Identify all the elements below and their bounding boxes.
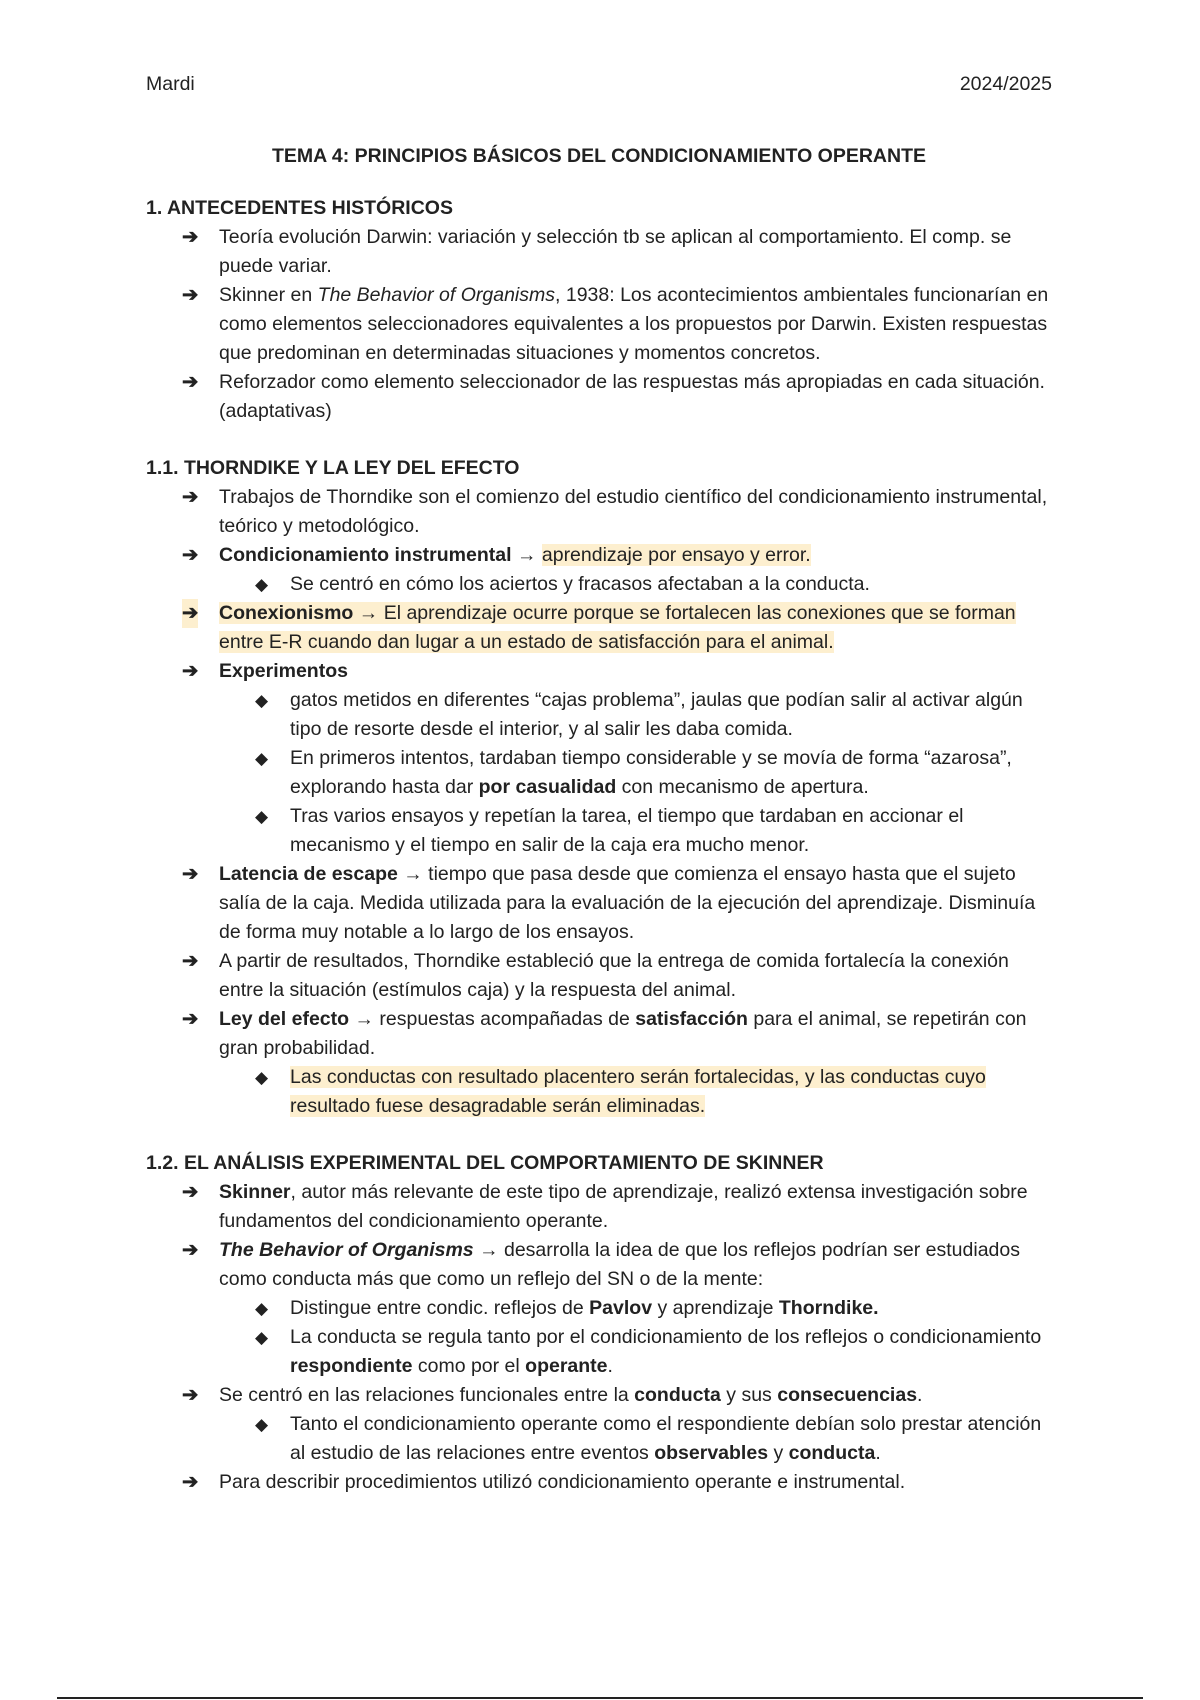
list-item: ➔ The Behavior of Organisms → desarrolla la idea de que los reflejos podrían ser estudiados como conducta más que como un reflejo del SN o de la mente: ◆ Distingue entre condic. reflejos de Pavlov y aprendizaje Thorndike. ◆ La conducta se regula tanto por el condicionamiento de los reflejos o condicionamiento respondiente como por el operante. — [146, 1236, 1052, 1381]
arrow-bullet-icon: ➔ — [182, 1181, 199, 1203]
list-item: ➔ Trabajos de Thorndike son el comienzo del estudio científico del condicionamiento instrumental, teórico y metodológico. — [146, 483, 1052, 541]
list-item: ➔ A partir de resultados, Thorndike estableció que la entrega de comida fortalecía la conexión entre la situación (estímulos caja) y la respuesta del animal. — [146, 947, 1052, 1005]
arrow-bullet-icon: ➔ — [182, 1008, 199, 1030]
arrow-bullet-icon: ➔ — [182, 486, 199, 508]
page-header — [146, 70, 1052, 98]
bottom-divider — [57, 1697, 1143, 1699]
list-item: ➔ Se centró en las relaciones funcionales entre la conducta y sus consecuencias. ◆ Tanto el condicionamiento operante como el respondiente debían solo prestar atención al estudio de las relaciones entre eventos observables y conducta. — [146, 1381, 1052, 1468]
arrow-bullet-icon: ➔ — [182, 226, 199, 248]
highlighted-text: Conexionismo → El aprendizaje ocurre porque se fortalecen las conexiones que se forman entre E-R cuando dan lugar a un estado de satisfacción para el animal. — [219, 602, 1016, 653]
highlighted-text: Las conductas con resultado placentero serán fortalecidas, y las conductas cuyo resultado fuese desagradable serán eliminadas. — [290, 1066, 986, 1117]
header-day: Mardi — [146, 73, 195, 95]
arrow-bullet-icon: ➔ — [182, 660, 199, 682]
arrow-bullet-icon: ➔ — [182, 544, 199, 566]
bullet-list — [146, 1178, 1052, 1497]
arrow-bullet-icon: ➔ — [182, 863, 199, 885]
list-item: ◆ Tras varios ensayos y repetían la tarea, el tiempo que tardaban en accionar el mecanismo y el tiempo en salir de la caja era mucho menor. — [218, 802, 1052, 860]
section-heading: 1.2. EL ANÁLISIS EXPERIMENTAL DEL COMPORTAMIENTO DE SKINNER — [146, 1152, 824, 1174]
sub-bullet-list — [219, 1294, 1052, 1381]
list-item: ➔ Reforzador como elemento seleccionador de las respuestas más apropiadas en cada situación. (adaptativas) — [146, 368, 1052, 426]
sub-bullet-list — [219, 1410, 1052, 1468]
diamond-bullet-icon: ◆ — [255, 749, 269, 768]
diamond-bullet-icon: ◆ — [255, 1299, 269, 1318]
list-item: ➔ Ley del efecto → respuestas acompañadas de satisfacción para el animal, se repetirán con gran probabilidad. ◆ Las conductas con resultado placentero serán fortalecidas, y las conductas cuyo resultado fuese desagradable serán eliminadas. — [146, 1005, 1052, 1121]
diamond-bullet-icon: ◆ — [255, 1328, 269, 1347]
arrow-bullet-icon: ➔ — [182, 1471, 199, 1493]
diamond-bullet-icon: ◆ — [255, 1068, 269, 1087]
list-item: ◆ La conducta se regula tanto por el condicionamiento de los reflejos o condicionamiento respondiente como por el operante. — [218, 1323, 1052, 1381]
list-item: ➔ Para describir procedimientos utilizó condicionamiento operante e instrumental. — [146, 1468, 1052, 1497]
header-year: 2024/2025 — [959, 73, 1052, 95]
list-item — [146, 599, 1052, 657]
list-item — [218, 1063, 1052, 1121]
diamond-bullet-icon: ◆ — [255, 575, 269, 594]
list-item: ◆ Se centró en cómo los aciertos y fracasos afectaban a la conducta. — [218, 570, 1052, 599]
section-heading: 1.1. THORNDIKE Y LA LEY DEL EFECTO — [146, 457, 520, 479]
list-item: ➔ Condicionamiento instrumental → aprendizaje por ensayo y error. ◆ Se centró en cómo los aciertos y fracasos afectaban a la conducta. — [146, 541, 1052, 599]
arrow-bullet-icon: ➔ — [182, 371, 199, 393]
arrow-bullet-icon: ➔ — [182, 950, 199, 972]
list-item: ◆ gatos metidos en diferentes “cajas problema”, jaulas que podían salir al activar algún tipo de resorte desde el interior, y al salir les daba comida. — [218, 686, 1052, 744]
bullet-list — [146, 223, 1052, 426]
arrow-bullet-icon: ➔ — [182, 1239, 199, 1261]
diamond-bullet-icon: ◆ — [255, 807, 269, 826]
list-item: ◆ Tanto el condicionamiento operante como el respondiente debían solo prestar atención al estudio de las relaciones entre eventos observables y conducta. — [218, 1410, 1052, 1468]
list-item: ➔ Skinner, autor más relevante de este tipo de aprendizaje, realizó extensa investigación sobre fundamentos del condicionamiento operante. — [146, 1178, 1052, 1236]
list-item: ➔ Latencia de escape → tiempo que pasa desde que comienza el ensayo hasta que el sujeto salía de la caja. Medida utilizada para la evaluación de la ejecución del aprendizaje. Disminuía de forma muy notable a lo largo de los ensayos. — [146, 860, 1052, 947]
list-item: ◆ En primeros intentos, tardaban tiempo considerable y se movía de forma “azarosa”, explorando hasta dar por casualidad con mecanismo de apertura. — [218, 744, 1052, 802]
arrow-bullet-icon: ➔ — [182, 599, 198, 628]
diamond-bullet-icon: ◆ — [255, 691, 269, 710]
document-title: TEMA 4: PRINCIPIOS BÁSICOS DEL CONDICIONAMIENTO OPERANTE — [271, 145, 927, 167]
sub-bullet-list — [219, 1063, 1052, 1121]
list-item: ◆ Distingue entre condic. reflejos de Pavlov y aprendizaje Thorndike. — [218, 1294, 1052, 1323]
bullet-list — [146, 483, 1052, 1121]
highlighted-text: aprendizaje por ensayo y error. — [541, 544, 811, 566]
diamond-bullet-icon: ◆ — [255, 1415, 269, 1434]
arrow-bullet-icon: ➔ — [182, 284, 199, 306]
sub-bullet-list — [219, 570, 1052, 599]
section-heading: 1. ANTECEDENTES HISTÓRICOS — [146, 197, 453, 219]
list-item: ➔ Skinner en The Behavior of Organisms, 1938: Los acontecimientos ambientales funcionarían en como elementos seleccionadores equivalentes a los propuestos por Darwin. Existen respuestas que predominan en determinadas situaciones y momentos concretos. — [146, 281, 1052, 368]
sub-bullet-list — [219, 686, 1052, 860]
list-item: ➔ Teoría evolución Darwin: variación y selección tb se aplican al comportamiento. El comp. se puede variar. — [146, 223, 1052, 281]
arrow-bullet-icon: ➔ — [182, 1384, 199, 1406]
list-item: ➔ Experimentos ◆ gatos metidos en diferentes “cajas problema”, jaulas que podían salir al activar algún tipo de resorte desde el interior, y al salir les daba comida. ◆ En primeros intentos, tardaban tiempo considerable y se movía de forma “azarosa”, explorando hasta dar por casualidad con mecanismo de apertura. ◆ Tras varios ensayos y repetían la tarea, el tiempo que tardaban en accionar el mecanismo y el tiempo en salir de la caja era mucho menor. — [146, 657, 1052, 860]
